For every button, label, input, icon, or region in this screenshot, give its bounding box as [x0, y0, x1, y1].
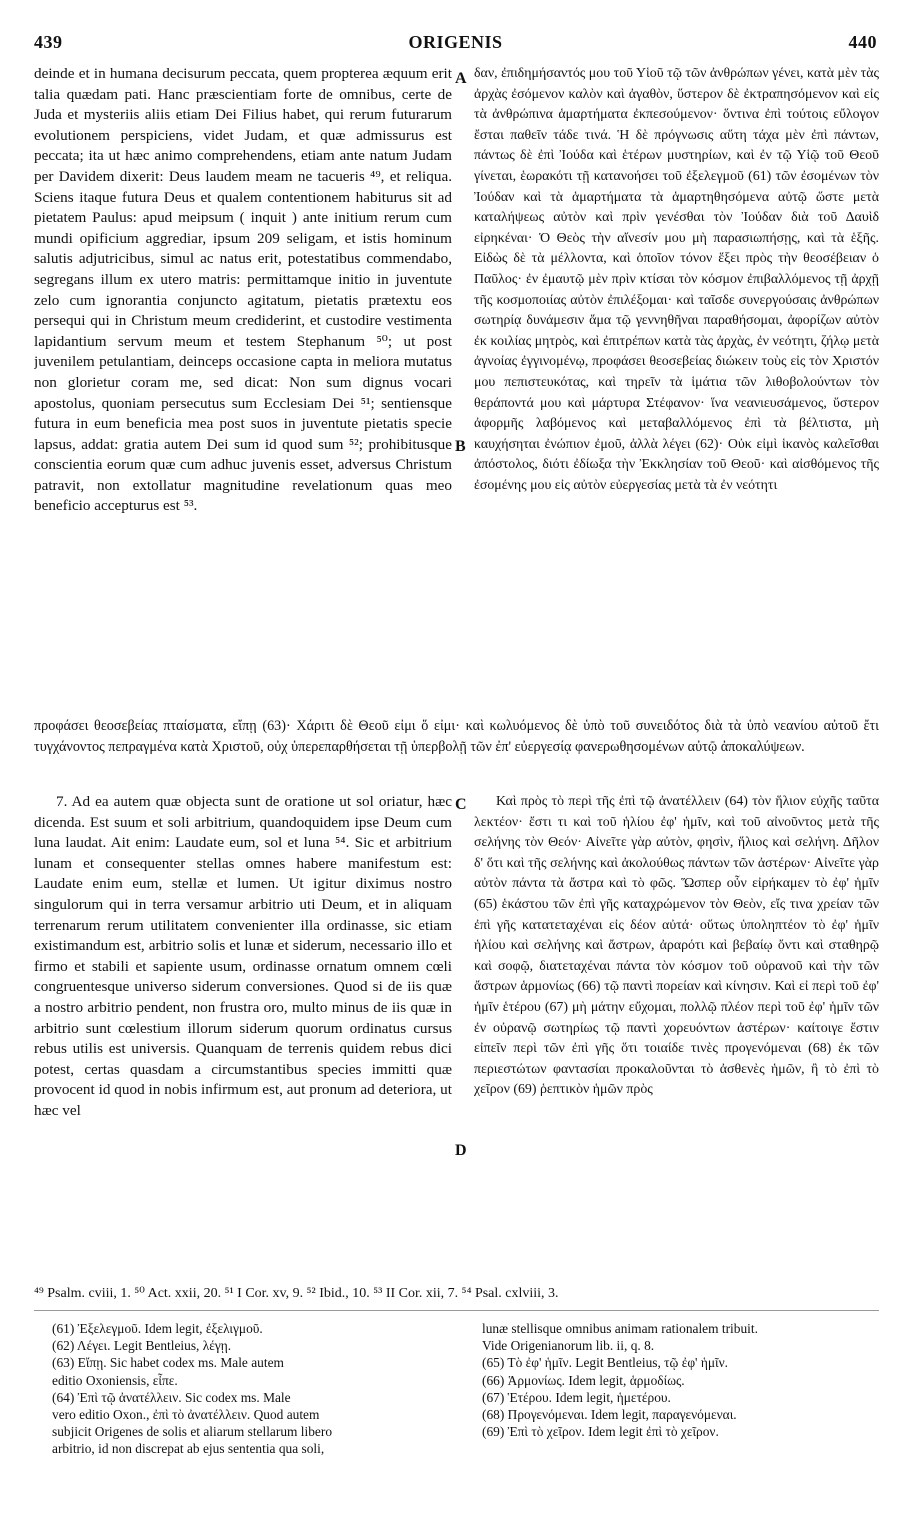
greek-fullwidth-text: προφάσει θεοσεβείας πταίσματα, εἴπῃ (63)· Χάριτι δὲ Θεοῦ εἰμι ὅ εἰμι· καὶ κωλυόμενος δὲ ὑπὸ τοῦ συνειδότος διὰ τὰ ὑπὸ νεανίου αὐτοῦ ἔτι τυγχάνοντος πεπραγμένα κατὰ Χριστοῦ, οὐχ ὑπερεπαρθήσεται τῇ ὑπερβολῇ τῶν ἐπ' εὐεργεσίᾳ φανερωθησομένων αὐτῷ ἀποκαλύψεων.: [34, 718, 879, 755]
greek-paragraph-bottom: Καὶ πρὸς τὸ περὶ τῆς ἐπὶ τῷ ἀνατέλλειν (64) τὸν ἥλιον εὐχῆς ταῦτα λεκτέον· ἔστι τι καὶ τοῦ ἡλίου ἐφ' ἡμῖν, καὶ τοῦ αἰνοῦντος μετὰ τῆς σελήνης τὸν Θεόν· Αἰνεῖτε γὰρ αὐτὸν, φησὶν, ἥλιος καὶ σελήνη. Δῆλον δ' ὅτι καὶ τῆς σελήνης καὶ ἀκολούθως πάντων τῶν ἀστέρων· Αἰνεῖτε γὰρ αὐτὸν πάντα τὰ ἄστρα καὶ τὸ φῶς. Ὥσπερ οὖν εἰρήκαμεν τὸ ἐφ' ἡμῖν (65) ἑκάστου τῶν ἐπὶ γῆς καταχρώμενον τὸν Θεὸν, εἴς τινα χρείαν τῶν ἐπὶ γῆς κατατεταχέναι εἰς δέον αὐτά· οὕτως ὑποληπτέον τὸ ἐφ' ἡμῖν ἡλίου καὶ σελήνης καὶ ἄστρων, ἀραρότι καὶ βεβαίῳ ὄντι καὶ σταθηρῷ καὶ σοφῷ, διατεταχέναι πάντα τὸν κόσμον τοῦ οὐρανοῦ καὶ τὴν τῶν ἄστρων ἁρμονίως (66) τῷ παντὶ πορείαν καὶ κίνησιν. Καὶ εἰ περὶ τοῦ ἐφ' ἡμῖν ἑτέρου (67) μὴ μάτην εὔχομαι, πολλῷ πλέον περὶ τοῦ ἐφ' ἡμῖν τῶν ἐν οὐρανῷ σωτηρίως τῷ παντὶ χορευόντων ἀστέρων· καίτοιγε ἔστιν εἰπεῖν περὶ τῶν ἐπὶ γῆς ὅτι τοιαίδε τινὲς προγενόμεναι (68) ἐκ τῶν περιεστώτων φαντασίαι προκαλοῦνται τὸ ἀσθενὲς ἡμῶν, ἢ τὸ ἐπὶ τὸ χεῖρον (69) ῥεπτικὸν ἡμῶν πρὸς: [474, 794, 879, 1098]
crit-note-line: Vide Origenianorum lib. ii, q. 8.: [482, 1338, 655, 1354]
crit-note-line: arbitrio, id non discrepat ab ejus sententia qua soli,: [52, 1441, 325, 1457]
greek-fullwidth-continuation: [34, 716, 879, 780]
greek-column-bottom: [474, 792, 879, 1280]
crit-note-line: (69) Ἐπὶ τὸ χεῖρον. Idem legit ἐπὶ τὸ χεῖρον.: [482, 1424, 719, 1440]
latin-paragraph-bottom: 7. Ad ea autem quæ objecta sunt de oratione ut sol oriatur, hæc dicenda. Est suum et soli arbitrium, quandoquidem ipse Deum cum luna laudat. Ait enim: Laudate eum, sol et luna ⁵⁴. Sic et arbitrium lunam et consequenter stellas omnes habere manifestum est: Laudate enim eum, stellæ et lumen. Ut igitur diximus nostro singulorum qui in terra versamur arbitrio uti Deum, et in aliquam terrenarum rerum utilitatem convenienter illa ordinasse, sic etiam existimandum est, arbitrio solis et lunæ et siderum, necessario illo et firmo et stabili et sapiente usum, ordinasse ornatum omnem cœli congruentesque universo siderum conversiones. Quod si de iis quæ a nostro arbitrio pendent, non frustra oro, multo minus de iis quæ in arbitrio sunt cœlestium illorum siderum quorum ordinatus cursus rebus utilis est universis. Quanquam de terrenis quidem rebus dici potest, certas quasdam a circumstantibus species immitti quæ provocent id quod in nobis infirmum est, aut pronum ad deteriora, ut hæc vel: [34, 793, 452, 1119]
crit-note-line: vero editio Oxon., ἐπὶ τὸ ἀνατέλλειν. Quod autem: [52, 1407, 320, 1423]
crit-note-line: (67) Ἑτέρου. Idem legit, ἡμετέρου.: [482, 1389, 671, 1405]
crit-note-line: editio Oxoniensis, εἶπε.: [52, 1372, 178, 1388]
latin-paragraph-top: deinde et in humana decisurum peccata, quem propterea æquum erit talia quædam pati. Hanc præscientiam forte de omnibus, certe de Juda et mysteriis aliis etiam Dei Filius habet, qui rerum futurarum evolutionem perspiciens, videt Judam, et quæ admissurus est peccata; ita ut hæc animo comprehendens, etiam ante natum Judam per Davidem dixerit: Deus laudem meam ne tacueris ⁴⁹, et reliqua. Sciens itaque futura Deus et qualem contentionem habiturus sit ad pietatem Paulus: apud meipsum ( inquit ) ante initium rerum cum mundi opificium aggrediar, ipsum 209 seligam, et istis hominum salutis adjutricibus, simul ac natus erit, potestatibus commendabo, segregans illum ex utero matris: permittamque initio in juventute zelo cum ignorantia conjuncto agitatum, pietatis prætextu eos persequi qui in Christum meum crediderint, et custodire vestimenta lapidantium servum meum et testem Stephanum ⁵⁰; ut post juvenilem petulantiam, deinceps occasione capta in meliora mutatus non glorietur coram me, sed dicat: Non sum dignus vocari apostolus, quoniam persecutus sum Ecclesiam Dei ⁵¹; sentiensque futura in eum beneficia mea post suos in juventute pietatis specie lapsus, addat: gratia autem Dei sum id quod sum ⁵²; prohibitusque conscientia eorum quæ cum adhuc juvenis esset, adversus Christum patravit, non extollatur magnitudine revelationum quas meo beneficio accepturus est ⁵³.: [34, 65, 452, 515]
crit-note-line: (62) Λέγει. Legit Bentleius, λέγῃ.: [52, 1338, 232, 1354]
greek-column-top: [474, 64, 879, 714]
footnote-divider: [34, 1310, 879, 1311]
crit-note-line: (63) Εἴπῃ. Sic habet codex ms. Male autem: [52, 1355, 284, 1371]
section-marker-a: A: [455, 70, 467, 87]
crit-note-line: (68) Προγενόμεναι. Idem legit, παραγενόμεναι.: [482, 1407, 737, 1423]
page-number-right: 440: [848, 32, 877, 52]
crit-note-line: (64) Ἐπὶ τῷ ἀνατέλλειν. Sic codex ms. Male: [52, 1389, 291, 1405]
critical-notes-right: [482, 1320, 879, 1440]
section-marker-b: B: [455, 438, 466, 455]
crit-note-line: (65) Τὸ ἐφ' ἡμῖν. Legit Bentleius, τῷ ἐφ' ἡμῖν.: [482, 1355, 729, 1371]
critical-notes-left: [52, 1320, 452, 1458]
latin-column-top: [34, 64, 452, 714]
crit-note-line: lunæ stellisque omnibus animam rationalem tribuit.: [482, 1321, 758, 1336]
crit-note-line: (66) Ἁρμονίως. Idem legit, ἁρμοδίως.: [482, 1372, 685, 1388]
running-header: [34, 32, 877, 56]
crit-note-line: subjicit Origenes de solis et aliarum stellarum libero: [52, 1424, 333, 1440]
page-number-left: 439: [34, 32, 63, 52]
section-marker-d: D: [455, 1142, 467, 1159]
latin-column-bottom: [34, 792, 452, 1280]
crit-note-line: (61) Ἐξελεγμοῦ. Idem legit, ἐξελιγμοῦ.: [52, 1321, 263, 1336]
greek-paragraph-top: δαν, ἐπιδημήσαντός μου τοῦ Υἱοῦ τῷ τῶν ἀνθρώπων γένει, κατὰ μὲν τὰς ἀρχὰς ἐσόμενον καλὸν καὶ ἀγαθὸν, ὕστερον δὲ ἐκτραπησόμενον καὶ εἰς τὰ ἀνθρώπινα ἁμαρτήματα ἐκπεσούμενον· ὅντινα ἐπὶ τούτοις εὔλογον ἔσται παθεῖν τάδε τινά. Ἡ δὲ πρόγνωσις αὕτη τάχα μὲν ἐπὶ πάντων, πάντως δὲ ἐπὶ Ἰούδα καὶ ἑτέρων μυστηρίων, καὶ ἐν τῷ Υἱῷ τοῦ Θεοῦ γίνεται, ἑωρακότι τῇ κατανοήσει τοῦ ἐξελεγμοῦ (61) τῶν ἐσομένων τὸν Ἰούδαν καὶ τὰ ἁμαρτήματα τὰ ἁμαρτηθησόμενα αὐτῷ ὥστε μετὰ καταλήψεως αὐτὸν καὶ πρὶν γενέσθαι τὸν Ἰούδαν διὰ τοῦ Δαυὶδ εἰρηκέναι· Ὁ Θεὸς τὴν αἴνεσίν μου μὴ παρασιωπήσῃς, καὶ τὰ ἑξῆς. Εἰδὼς δὲ τὰ μέλλοντα, καὶ ὁποῖον τόνον ἕξει πρὸς τὴν θεοσέβειαν ὁ Παῦλος· ἐν ἐμαυτῷ μὲν πρὶν κτίσαι τὸν κόσμον ἐπιβαλλόμενος τῇ ἀρχῇ τῆς κοσμοποιίας αὐτὸν ἐπιλέξομαι· καὶ ταῖσδε συνεργούσαις ἀνθρώπων σωτηρίᾳ δυνάμεσιν ἅμα τῷ γεννηθῆναι παραθήσομαι, ἀφορίζων αὐτὸν ἐκ κοιλίας μητρὸς, καὶ ἐπιτρέπων κατὰ τὰς ἀρχὰς, ἐν νεότητι, ζήλῳ μετὰ ἀγνοίας ἐγγινομένῳ, προφάσει θεοσεβείας διώκειν τοὺς εἰς τὸν Χριστόν μου πεπιστευκότας, καὶ τηρεῖν τὰ ἱμάτια τῶν λιθοβολούντων τὸν θεράποντά μου καὶ μάρτυρα Στέφανον· ἵνα νεανιευσάμενος, ὕστερον ἀφορμῆς λαβόμενος καὶ μεταβαλλόμενος ἐπὶ τὰ βέλτιστα, μὴ καυχήσηται ἐνώπιον ἐμοῦ, ἀλλὰ λέγει (62)· Οὐκ εἰμὶ ἱκανὸς καλεῖσθαι ἀπόστολος, διότι ἐδίωξα τὴν Ἐκκλησίαν τοῦ Θεοῦ· καὶ αἰσθόμενος τῆς ἐσομένης μου εἰς αὐτὸν εὐεργεσίας μετὰ τὰ ἐν νεότητι: [474, 66, 879, 493]
scripture-footnotes: ⁴⁹ Psalm. cviii, 1. ⁵⁰ Act. xxii, 20. ⁵¹ I Cor. xv, 9. ⁵² Ibid., 10. ⁵³ II Cor. xii, 7. ⁵⁴ Psal. cxlviii, 3.: [34, 1286, 559, 1301]
header-title: ORIGENIS: [408, 32, 503, 52]
section-marker-c: C: [455, 796, 467, 813]
